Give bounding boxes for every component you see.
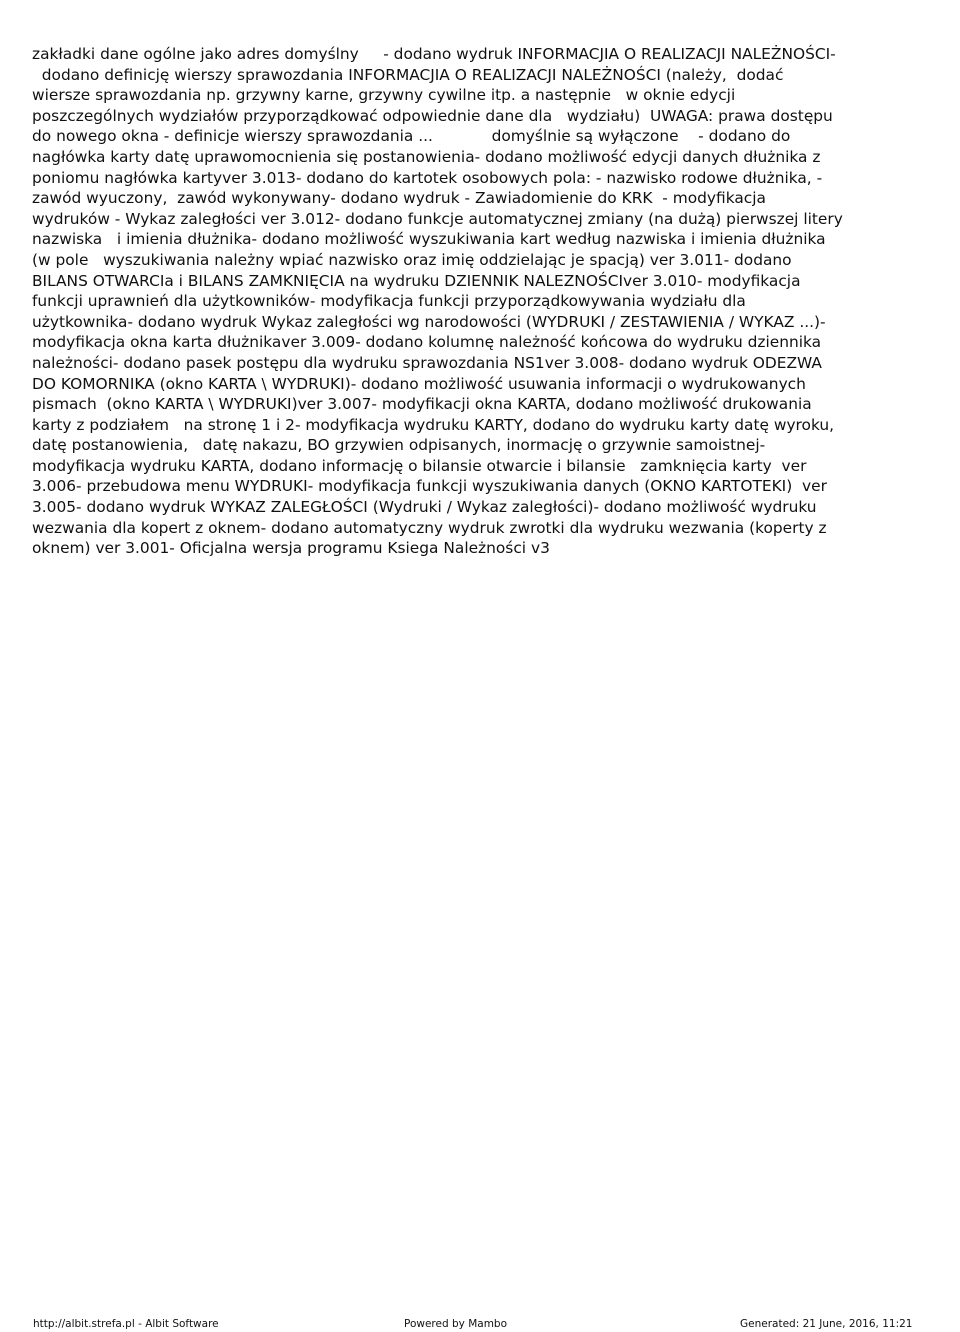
text-line: wezwania dla kopert z oknem- dodano automatyczny wydruk zwrotki dla wydruku wezwania (koperty z <box>32 518 827 537</box>
text-line: poniomu nagłówka kartyver 3.013- dodano do kartotek osobowych pola: - nazwisko rodowe dłużnika, - <box>32 168 823 187</box>
text-line: do nowego okna - definicje wierszy sprawozdania ... domyślnie są wyłączone - dodano do <box>32 127 791 146</box>
text-line: funkcji uprawnień dla użytkowników- modyfikacja funkcji przyporządkowywania wydziału dla <box>32 292 746 311</box>
text-line: dodano definicję wierszy sprawozdania INFORMACJIA O REALIZACJI NALEŻNOŚCI (należy, dodać <box>32 65 784 84</box>
text-line: modyfikacja okna karta dłużnikaver 3.009- dodano kolumnę należność końcowa do wydruku dziennika <box>32 333 822 352</box>
text-line: poszczególnych wydziałów przyporządkować odpowiednie dane dla wydziału) UWAGA: prawa dostępu <box>32 106 833 125</box>
text-line: (w pole wyszukiwania należny wpiać nazwisko oraz imię oddzielając je spacją) ver 3.011- dodano <box>32 250 792 269</box>
text-line: pismach (okno KARTA \ WYDRUKI)ver 3.007- modyfikacji okna KARTA, dodano możliwość drukowania <box>32 395 812 414</box>
text-line: wiersze sprawozdania np. grzywny karne, grzywny cywilne itp. a następnie w oknie edycji <box>32 86 736 105</box>
text-line: wydruków - Wykaz zaległości ver 3.012- dodano funkcje automatycznej zmiany (na dużą) pierwszej litery <box>32 209 843 228</box>
text-line: modyfikacja wydruku KARTA, dodano informację o bilansie otwarcie i bilansie zamknięcia karty ver <box>32 456 807 475</box>
text-line: należności- dodano pasek postępu dla wydruku sprawozdania NS1ver 3.008- dodano wydruk ODEZWA <box>32 353 822 372</box>
text-line: nagłówka karty datę uprawomocnienia się postanowienia- dodano możliwość edycji danych dłużnika z <box>32 147 821 166</box>
text-line: 3.005- dodano wydruk WYKAZ ZALEGŁOŚCI (Wydruki / Wykaz zaległości)- dodano możliwość wydruku <box>32 498 817 517</box>
footer-site-credit: http://albit.strefa.pl - Albit Software <box>33 1318 219 1330</box>
changelog-text <box>32 44 932 559</box>
text-line: użytkownika- dodano wydruk Wykaz zaległości wg narodowości (WYDRUKI / ZESTAWIENIA / WYKAZ ...)- <box>32 312 826 331</box>
footer-generated-date: Generated: 21 June, 2016, 11:21 <box>740 1318 913 1330</box>
footer-powered-by: Powered by Mambo <box>404 1318 508 1330</box>
text-line: zawód wyuczony, zawód wykonywany- dodano wydruk - Zawiadomienie do KRK - modyfikacja <box>32 189 766 208</box>
text-line: nazwiska i imienia dłużnika- dodano możliwość wyszukiwania kart według nazwiska i imienia dłużnika <box>32 230 826 249</box>
page-footer <box>0 1317 960 1331</box>
text-line: DO KOMORNIKA (okno KARTA \ WYDRUKI)- dodano możliwość usuwania informacji o wydrukowanych <box>32 374 806 393</box>
text-line: 3.006- przebudowa menu WYDRUKI- modyfikacja funkcji wyszukiwania danych (OKNO KARTOTEKI) ver <box>32 477 827 496</box>
text-line: BILANS OTWARCIa i BILANS ZAMKNIĘCIA na wydruku DZIENNIK NALEZNOŚCIver 3.010- modyfikacja <box>32 271 801 290</box>
text-line: datę postanowienia, datę nakazu, BO grzywien odpisanych, inormację o grzywnie samoistnej- <box>32 436 766 455</box>
text-line: zakładki dane ogólne jako adres domyślny - dodano wydruk INFORMACJIA O REALIZACJI NALEŻNOŚCI- <box>32 45 836 63</box>
text-line: karty z podziałem na stronę 1 i 2- modyfikacja wydruku KARTY, dodano do wydruku karty datę wyroku, <box>32 415 835 434</box>
text-line: oknem) ver 3.001- Oficjalna wersja programu Ksiega Należności v3 <box>32 539 550 558</box>
